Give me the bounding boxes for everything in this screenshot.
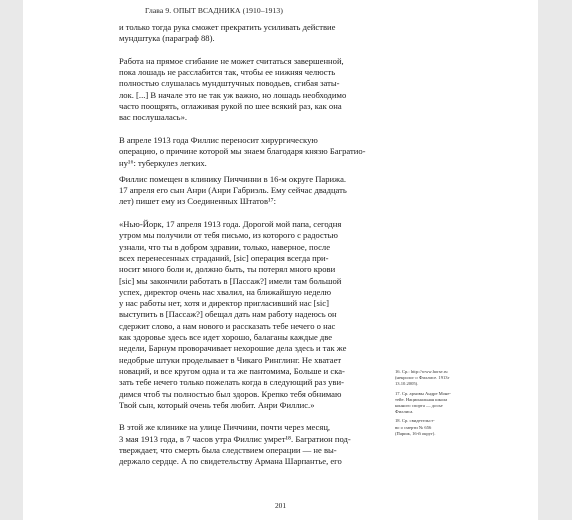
paragraph-3: В апреле 1913 года Филлис переносит хирургическую операцию, о причине которой мы знаем благодаря князю Багратио- ну¹⁶: туберкулез легких. <box>119 134 366 168</box>
paragraph-1: и только тогда рука сможет прекратить усиливать действие мундштука (параграф 88). <box>119 22 336 44</box>
book-page <box>23 0 538 520</box>
paragraph-2: Работа на прямое сгибание не может считаться завершенной, пока лошадь не расслабится так, чтобы ее нижняя челюсть полностью слушалась мундштучных поводьев, сгибая заты- лок. [...] В начале это не так уж важно, но лошадь необходимо часто поощрять, оглаживая рукой по шее всякий раз, как она вас послушалась». <box>119 55 347 123</box>
footnote-16: 16. Ср.: http://www.horse.ru (некролог о Филлисе. 1913г 13.10.2005). <box>395 369 450 387</box>
paragraph-6: В этой же клинике на улице Пиччини, почти через месяц, 3 мая 1913 года, в 7 часов утра Филлис умрет¹⁸. Багратион под- тверждает, что смерть была следствием операции — не вы- держало сердце. А по свидетельству Армана Шарпантье, его <box>119 422 351 467</box>
paragraph-4: Филлис помещен в клинику Пиччинни в 16-м округе Парижа. 17 апреля его сын Анри (Анри Габриэль. Ему сейчас двадцать лет) пишет ему из Соединенных Штатов¹⁷: <box>119 173 347 207</box>
letter-quote: «Нью-Йорк, 17 апреля 1913 года. Дорогой мой папа, сегодня утром мы получили от тебя письмо, из которого с радостью узнали, что ты в добром здравии, только, наверное, после всех перенесенных страданий, [sic] операция всегда при- носит много боли и, должно быть, ты потерял много крови [sic] мы закончили работать в [Пассаж?] имели там большой успех, директор очень нас хвалил, на ближайшую неделю у нас работы нет, хотя и директор пригласивший нас [sic] выступить в [Пассаж?] обещал дать нам работу надеюсь он сдержит слово, а нам нового и рассказать тебе нечего о нас как здоровье здесь все идет хорошо, балаганы каждые две недели, Барнум проворачивает нехорошие дела здесь и так же недобрые штуки проделывает в Чикаго Ринглинг. Не хватает новаций, и все кругом одна и та же пантомима, Больше и ска- зать тебе нечего только пожелать когда в следующий раз уви- димся чтоб ты полностью был здоров. Крепко тебя обнимаю Твой сын, который очень тебя любит. Анри Филлис.» <box>119 219 347 410</box>
running-head: Глава 9. ОПЫТ ВСАДНИКА (1910–1913) <box>145 6 283 15</box>
footnote-17: 17. Ср. архивы Андре Моне- тейе. Национальная школа конного спорта — досье Филлиса. <box>395 390 451 415</box>
page-number: 201 <box>274 501 287 510</box>
footnotes-sidebar <box>395 369 481 440</box>
footnote-18: 18. Ср. свидетельст- во о смерти № 656 (Париж, 16-й округ). <box>395 418 436 436</box>
body-text <box>119 22 381 468</box>
